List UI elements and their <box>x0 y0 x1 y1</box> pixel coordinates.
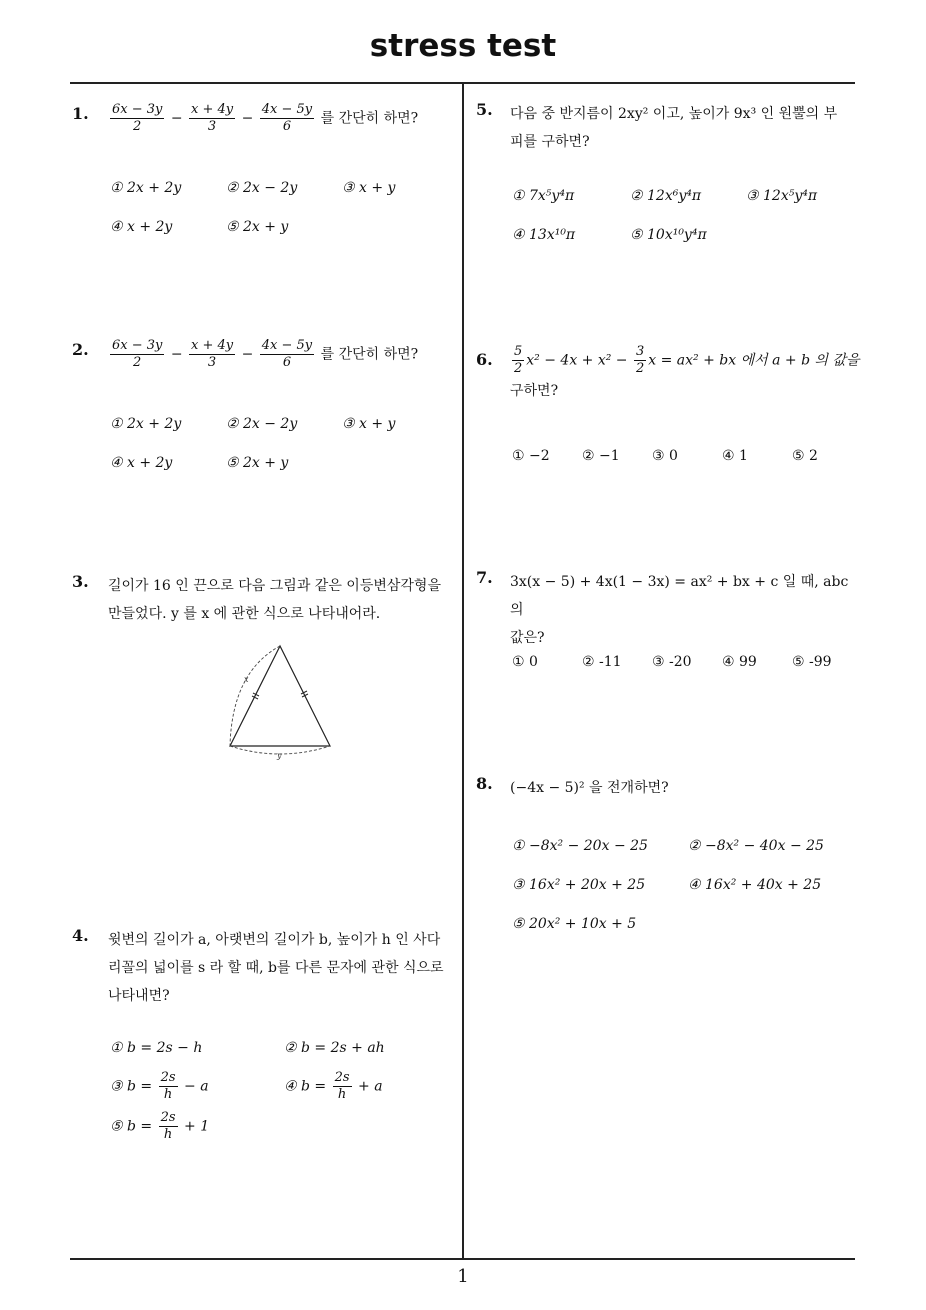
question: 윗변의 길이가 a, 아랫변의 길이가 b, 높이가 h 인 사다 리꼴의 넓이를 s 라 할 때, b를 다른 문자에 관한 식으로 나타내면? <box>108 932 444 1004</box>
option-1[interactable]: ① b = 2s − h <box>110 1040 203 1056</box>
figure-label-y: y <box>277 751 282 760</box>
problem-number: 6. <box>476 350 493 369</box>
problem-number: 2. <box>72 340 89 359</box>
option-3[interactable]: ③ 12x⁵y⁴π <box>746 188 818 204</box>
option-2[interactable]: ② 2x − 2y <box>226 180 298 196</box>
option-3[interactable]: ③ x + y <box>342 416 396 432</box>
option-2[interactable]: ② 12x⁶y⁴π <box>630 188 702 204</box>
option-5[interactable]: ⑤ b = $\frac{2s}{h}$ + 1 <box>110 1110 210 1142</box>
fraction: $\frac{x + 4y}{3}$ <box>191 102 234 134</box>
question: $\frac{6x - 3y}{2}$ − $\frac{x + 4y}{3}$ − $\frac{4x - 5y}{6}$ 를 간단히 하면? <box>112 338 419 370</box>
option-2[interactable]: ② −8x² − 40x − 25 <box>688 838 824 854</box>
problem-number: 5. <box>476 100 493 119</box>
question: 다음 중 반지름이 2xy² 이고, 높이가 9x³ 인 원뿔의 부 피를 구하면? <box>510 106 838 150</box>
option-4[interactable]: ④ 1 <box>722 448 748 464</box>
problem-5 <box>476 100 860 250</box>
option-1[interactable]: ① 7x⁵y⁴π <box>512 188 575 204</box>
problem-8 <box>476 774 860 944</box>
question-text: 를 간단히 하면? <box>320 346 419 363</box>
bottom-rule <box>70 1258 855 1260</box>
option-2[interactable]: ② b = 2s + ah <box>284 1040 385 1056</box>
option-1[interactable]: ① −2 <box>512 448 550 464</box>
question: $\frac{6x - 3y}{2}$ − $\frac{x + 4y}{3}$ − $\frac{4x - 5y}{6}$ 를 간단히 하면? <box>112 102 419 134</box>
problem-number: 7. <box>476 568 493 587</box>
problem-3 <box>72 572 456 772</box>
option-5[interactable]: ⑤ 2 <box>792 448 818 464</box>
option-4[interactable]: ④ b = $\frac{2s}{h}$ + a <box>284 1070 383 1102</box>
option-3[interactable]: ③ 16x² + 20x + 25 <box>512 877 646 893</box>
option-3[interactable]: ③ b = $\frac{2s}{h}$ − a <box>110 1070 209 1102</box>
problem-number: 8. <box>476 774 493 793</box>
option-2[interactable]: ② 2x − 2y <box>226 416 298 432</box>
option-2[interactable]: ② −1 <box>582 448 620 464</box>
option-4[interactable]: ④ 13x¹⁰π <box>512 227 576 243</box>
option-5[interactable]: ⑤ 10x¹⁰y⁴π <box>630 227 707 243</box>
page-title: stress test <box>369 28 557 64</box>
option-1[interactable]: ① 2x + 2y <box>110 180 182 196</box>
fraction: $\frac{6x - 3y}{2}$ <box>112 102 163 134</box>
problem-number: 1. <box>72 104 89 123</box>
option-1[interactable]: ① 2x + 2y <box>110 416 182 432</box>
option-1[interactable]: ① −8x² − 20x − 25 <box>512 838 648 854</box>
fraction: $\frac{4x - 5y}{6}$ <box>261 338 313 370</box>
option-1[interactable]: ① 0 <box>512 654 538 670</box>
option-3[interactable]: ③ x + y <box>342 180 396 196</box>
problem-2 <box>72 340 452 480</box>
problem-6 <box>476 344 860 478</box>
page-number: 1 <box>457 1266 469 1287</box>
question: $\frac{5}{2}$ x² − 4x + x² − $\frac{3}{2}$ x = ax² + bx 에서 a + b 의 값을 구하면? <box>510 344 860 399</box>
question: 3x(x − 5) + 4x(1 − 3x) = ax² + bx + c 일 때, abc 의 값은? <box>510 574 849 646</box>
figure-label-x: x <box>244 675 249 684</box>
fraction: $\frac{6x - 3y}{2}$ <box>112 338 163 370</box>
option-5[interactable]: ⑤ 20x² + 10x + 5 <box>512 916 637 932</box>
question: (−4x − 5)² 을 전개하면? <box>510 780 669 796</box>
problem-7 <box>476 568 860 688</box>
option-5[interactable]: ⑤ 2x + y <box>226 455 289 471</box>
fraction: $\frac{4x - 5y}{6}$ <box>261 102 313 134</box>
option-4[interactable]: ④ x + 2y <box>110 455 173 471</box>
problem-4 <box>72 926 456 1156</box>
fraction: $\frac{x + 4y}{3}$ <box>191 338 234 370</box>
question: 길이가 16 인 끈으로 다음 그림과 같은 이등변삼각형을 만들었다. y 를 x 에 관한 식으로 나타내어라. <box>108 578 441 622</box>
isosceles-triangle-figure <box>222 642 342 762</box>
option-3[interactable]: ③ 0 <box>652 448 678 464</box>
option-3[interactable]: ③ -20 <box>652 654 692 670</box>
option-2[interactable]: ② -11 <box>582 654 622 670</box>
option-5[interactable]: ⑤ -99 <box>792 654 832 670</box>
option-4[interactable]: ④ x + 2y <box>110 219 173 235</box>
problem-1 <box>72 104 452 244</box>
column-divider <box>462 84 464 1258</box>
option-4[interactable]: ④ 99 <box>722 654 757 670</box>
question-text: 를 간단히 하면? <box>320 110 419 127</box>
problem-number: 3. <box>72 572 89 591</box>
option-4[interactable]: ④ 16x² + 40x + 25 <box>688 877 822 893</box>
option-5[interactable]: ⑤ 2x + y <box>226 219 289 235</box>
problem-number: 4. <box>72 926 89 945</box>
